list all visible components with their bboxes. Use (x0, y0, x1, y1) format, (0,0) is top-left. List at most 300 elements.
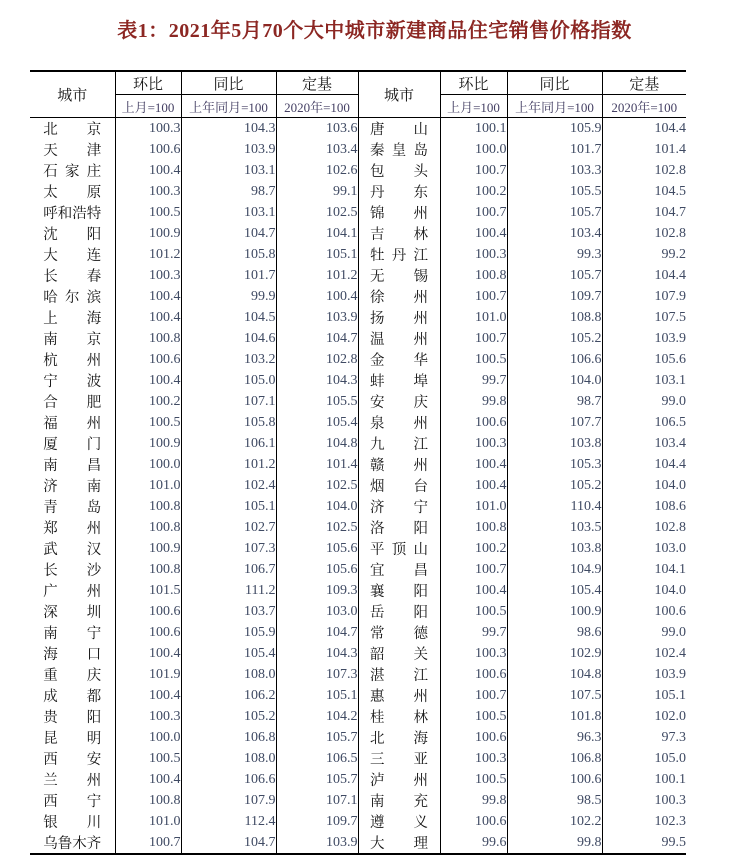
mom-value: 100.2 (440, 538, 507, 559)
yoy-value: 110.4 (507, 496, 602, 517)
yoy-value: 107.9 (181, 790, 276, 811)
yoy-value: 100.6 (507, 769, 602, 790)
mom-value: 100.4 (115, 160, 181, 181)
city-cell: 广 州 (30, 580, 115, 601)
table-row (30, 202, 686, 223)
base-value: 107.1 (276, 790, 358, 811)
table-header (30, 71, 686, 118)
yoy-value: 103.1 (181, 202, 276, 223)
mom-value: 100.2 (115, 391, 181, 412)
table-row (30, 580, 686, 601)
yoy-value: 103.8 (507, 538, 602, 559)
base-value: 104.0 (276, 496, 358, 517)
table-row (30, 328, 686, 349)
mom-value: 100.4 (440, 454, 507, 475)
base-value: 99.0 (661, 624, 686, 640)
city-cell: 襄 阳 (358, 580, 440, 601)
base-value: 105.1 (276, 244, 358, 265)
yoy-value: 108.8 (507, 307, 602, 328)
base-value: 105.1 (654, 687, 686, 703)
yoy-value: 105.2 (181, 706, 276, 727)
mom-value: 101.0 (115, 475, 181, 496)
mom-value: 100.7 (440, 685, 507, 706)
city-cell: 岳 阳 (358, 601, 440, 622)
table-row (30, 181, 686, 202)
mom-value: 100.4 (440, 475, 507, 496)
mom-value: 100.3 (440, 244, 507, 265)
city-cell: 北 京 (30, 118, 115, 140)
base-value: 105.4 (276, 412, 358, 433)
header-yoy-right: 同比 (507, 71, 602, 95)
yoy-value: 107.5 (507, 685, 602, 706)
city-cell: 南 宁 (30, 622, 115, 643)
base-value: 102.5 (276, 475, 358, 496)
yoy-value: 105.3 (507, 454, 602, 475)
mom-value: 100.3 (115, 265, 181, 286)
base-value: 105.6 (276, 559, 358, 580)
base-value: 104.7 (654, 204, 686, 220)
mom-value: 100.8 (115, 559, 181, 580)
city-cell: 泉 州 (358, 412, 440, 433)
mom-value: 100.6 (115, 349, 181, 370)
city-cell: 烟 台 (358, 475, 440, 496)
city-cell: 济 南 (30, 475, 115, 496)
mom-value: 100.0 (115, 727, 181, 748)
yoy-value: 105.2 (507, 328, 602, 349)
city-cell: 成 都 (30, 685, 115, 706)
table-row (30, 622, 686, 643)
base-value: 105.6 (654, 351, 686, 367)
base-value: 103.4 (654, 435, 686, 451)
city-cell: 武 汉 (30, 538, 115, 559)
yoy-value: 98.6 (507, 622, 602, 643)
city-cell: 沈 阳 (30, 223, 115, 244)
yoy-value: 104.5 (181, 307, 276, 328)
city-cell: 宜 昌 (358, 559, 440, 580)
yoy-value: 103.3 (507, 160, 602, 181)
base-value: 100.4 (276, 286, 358, 307)
city-cell: 海 口 (30, 643, 115, 664)
city-cell: 温 州 (358, 328, 440, 349)
header-mom-left: 环比 (115, 71, 181, 95)
yoy-value: 105.7 (507, 265, 602, 286)
yoy-value: 107.7 (507, 412, 602, 433)
table-row (30, 685, 686, 706)
mom-value: 99.8 (440, 790, 507, 811)
subheader-mom-left: 上月=100 (115, 95, 181, 118)
mom-value: 101.0 (440, 307, 507, 328)
table-row (30, 538, 686, 559)
city-cell: 宁 波 (30, 370, 115, 391)
header-mom-right: 环比 (440, 71, 507, 95)
base-value: 101.4 (654, 141, 686, 157)
base-value: 107.9 (654, 288, 686, 304)
yoy-value: 102.9 (507, 643, 602, 664)
yoy-value: 101.7 (507, 139, 602, 160)
yoy-value: 102.2 (507, 811, 602, 832)
mom-value: 100.9 (115, 538, 181, 559)
yoy-value: 108.0 (181, 664, 276, 685)
yoy-value: 111.2 (181, 580, 276, 601)
price-index-table (30, 70, 686, 855)
subheader-base-left: 2020年=100 (276, 95, 358, 118)
yoy-value: 106.6 (181, 769, 276, 790)
table-row (30, 706, 686, 727)
yoy-value: 105.4 (181, 643, 276, 664)
yoy-value: 104.0 (507, 370, 602, 391)
yoy-value: 104.6 (181, 328, 276, 349)
yoy-value: 107.1 (181, 391, 276, 412)
yoy-value: 105.9 (181, 622, 276, 643)
subheader-yoy-right: 上年同月=100 (507, 95, 602, 118)
mom-value: 99.7 (440, 622, 507, 643)
mom-value: 100.7 (440, 160, 507, 181)
city-cell: 郑 州 (30, 517, 115, 538)
table-row (30, 559, 686, 580)
city-cell: 天 津 (30, 139, 115, 160)
yoy-value: 103.2 (181, 349, 276, 370)
yoy-value: 107.3 (181, 538, 276, 559)
base-value: 104.3 (276, 643, 358, 664)
yoy-value: 103.4 (507, 223, 602, 244)
base-value: 106.5 (276, 748, 358, 769)
base-value: 103.6 (276, 118, 358, 140)
base-value: 103.0 (276, 601, 358, 622)
mom-value: 100.4 (115, 769, 181, 790)
city-cell: 西 安 (30, 748, 115, 769)
city-cell: 重 庆 (30, 664, 115, 685)
city-cell: 秦 皇 岛 (358, 139, 440, 160)
city-cell: 银 川 (30, 811, 115, 832)
city-cell: 包 头 (358, 160, 440, 181)
table-row (30, 517, 686, 538)
yoy-value: 99.3 (507, 244, 602, 265)
city-cell: 哈 尔 滨 (30, 286, 115, 307)
city-cell: 安 庆 (358, 391, 440, 412)
base-value: 102.6 (276, 160, 358, 181)
city-cell: 泸 州 (358, 769, 440, 790)
yoy-value: 108.0 (181, 748, 276, 769)
mom-value: 100.4 (115, 307, 181, 328)
yoy-value: 98.7 (181, 181, 276, 202)
city-cell: 惠 州 (358, 685, 440, 706)
yoy-value: 105.5 (507, 181, 602, 202)
base-value: 102.0 (654, 708, 686, 724)
table-row (30, 265, 686, 286)
mom-value: 100.4 (115, 286, 181, 307)
base-value: 103.9 (276, 307, 358, 328)
yoy-value: 101.2 (181, 454, 276, 475)
mom-value: 100.8 (440, 517, 507, 538)
city-cell: 金 华 (358, 349, 440, 370)
base-value: 100.1 (654, 771, 686, 787)
city-cell: 长 春 (30, 265, 115, 286)
yoy-value: 104.8 (507, 664, 602, 685)
table-row (30, 307, 686, 328)
header-base-left: 定基 (276, 71, 358, 95)
yoy-value: 104.7 (181, 223, 276, 244)
subheader-base-right: 2020年=100 (602, 95, 686, 118)
table-row (30, 727, 686, 748)
yoy-value: 99.9 (181, 286, 276, 307)
mom-value: 100.5 (440, 769, 507, 790)
base-value: 104.2 (276, 706, 358, 727)
mom-value: 100.9 (115, 223, 181, 244)
yoy-value: 106.8 (507, 748, 602, 769)
yoy-value: 98.5 (507, 790, 602, 811)
table-row (30, 433, 686, 454)
yoy-value: 106.8 (181, 727, 276, 748)
mom-value: 100.5 (115, 202, 181, 223)
city-cell: 合 肥 (30, 391, 115, 412)
mom-value: 100.8 (115, 790, 181, 811)
table-row (30, 286, 686, 307)
yoy-value: 103.5 (507, 517, 602, 538)
mom-value: 100.7 (440, 286, 507, 307)
yoy-value: 104.3 (181, 118, 276, 140)
city-cell: 青 岛 (30, 496, 115, 517)
city-cell: 南 京 (30, 328, 115, 349)
base-value: 102.8 (654, 162, 686, 178)
mom-value: 100.4 (440, 223, 507, 244)
city-cell: 常 德 (358, 622, 440, 643)
city-cell: 丹 东 (358, 181, 440, 202)
city-cell: 厦 门 (30, 433, 115, 454)
mom-value: 100.4 (440, 580, 507, 601)
mom-value: 100.3 (440, 748, 507, 769)
table-row (30, 664, 686, 685)
table-row (30, 748, 686, 769)
table-row (30, 391, 686, 412)
mom-value: 101.2 (115, 244, 181, 265)
base-value: 108.6 (654, 498, 686, 514)
mom-value: 100.6 (115, 601, 181, 622)
mom-value: 100.6 (440, 412, 507, 433)
yoy-value: 102.4 (181, 475, 276, 496)
city-cell: 桂 林 (358, 706, 440, 727)
city-cell: 石 家 庄 (30, 160, 115, 181)
base-value: 103.0 (654, 540, 686, 556)
yoy-value: 103.7 (181, 601, 276, 622)
base-value: 102.4 (654, 645, 686, 661)
yoy-value: 98.7 (507, 391, 602, 412)
base-value: 105.6 (276, 538, 358, 559)
base-value: 104.4 (654, 120, 686, 136)
table-row (30, 811, 686, 832)
table-row (30, 118, 686, 140)
mom-value: 100.2 (440, 181, 507, 202)
subheader-mom-right: 上月=100 (440, 95, 507, 118)
table-row (30, 832, 686, 854)
base-value: 107.5 (654, 309, 686, 325)
city-cell: 三 亚 (358, 748, 440, 769)
base-value: 99.0 (661, 393, 686, 409)
city-cell: 北 海 (358, 727, 440, 748)
table-row (30, 160, 686, 181)
city-cell: 蚌 埠 (358, 370, 440, 391)
mom-value: 101.0 (115, 811, 181, 832)
base-value: 103.4 (276, 139, 358, 160)
table-row (30, 244, 686, 265)
city-cell: 昆 明 (30, 727, 115, 748)
city-cell: 牡 丹 江 (358, 244, 440, 265)
yoy-value: 101.7 (181, 265, 276, 286)
base-value: 102.5 (276, 202, 358, 223)
mom-value: 100.9 (115, 433, 181, 454)
table-row (30, 601, 686, 622)
mom-value: 100.3 (115, 181, 181, 202)
mom-value: 101.0 (440, 496, 507, 517)
mom-value: 99.7 (440, 370, 507, 391)
base-value: 102.5 (276, 517, 358, 538)
base-value: 104.0 (654, 477, 686, 493)
mom-value: 100.3 (440, 433, 507, 454)
base-value: 103.9 (654, 666, 686, 682)
city-cell: 唐 山 (358, 118, 440, 140)
yoy-value: 106.7 (181, 559, 276, 580)
mom-value: 100.6 (115, 139, 181, 160)
base-value: 102.3 (654, 813, 686, 829)
mom-value: 100.3 (440, 643, 507, 664)
city-cell: 杭 州 (30, 349, 115, 370)
base-value: 101.2 (276, 265, 358, 286)
yoy-value: 105.7 (507, 202, 602, 223)
base-value: 97.3 (661, 729, 686, 745)
table-row (30, 454, 686, 475)
city-cell: 福 州 (30, 412, 115, 433)
city-cell: 平 顶 山 (358, 538, 440, 559)
mom-value: 100.7 (440, 328, 507, 349)
base-value: 102.8 (654, 519, 686, 535)
base-value: 103.1 (654, 372, 686, 388)
city-cell: 贵 阳 (30, 706, 115, 727)
mom-value: 100.8 (115, 517, 181, 538)
mom-value: 99.6 (440, 832, 507, 854)
base-value: 104.0 (654, 582, 686, 598)
mom-value: 101.5 (115, 580, 181, 601)
header-yoy-left: 同比 (181, 71, 276, 95)
mom-value: 100.1 (440, 118, 507, 140)
yoy-value: 105.0 (181, 370, 276, 391)
yoy-value: 101.8 (507, 706, 602, 727)
yoy-value: 103.9 (181, 139, 276, 160)
city-cell: 无 锡 (358, 265, 440, 286)
yoy-value: 104.7 (181, 832, 276, 854)
mom-value: 100.6 (115, 622, 181, 643)
city-cell: 长 沙 (30, 559, 115, 580)
base-value: 107.3 (276, 664, 358, 685)
city-cell: 呼 和 浩 特 (30, 202, 115, 223)
base-value: 103.9 (276, 832, 358, 854)
mom-value: 100.5 (115, 412, 181, 433)
yoy-value: 105.1 (181, 496, 276, 517)
table-row (30, 370, 686, 391)
mom-value: 99.8 (440, 391, 507, 412)
mom-value: 100.4 (115, 643, 181, 664)
base-value: 106.5 (654, 414, 686, 430)
yoy-value: 96.3 (507, 727, 602, 748)
header-city-right: 城市 (358, 71, 440, 118)
mom-value: 100.5 (115, 748, 181, 769)
yoy-value: 99.8 (507, 832, 602, 854)
base-value: 104.1 (276, 223, 358, 244)
base-value: 100.6 (654, 603, 686, 619)
yoy-value: 103.1 (181, 160, 276, 181)
table-row (30, 769, 686, 790)
table-row (30, 349, 686, 370)
mom-value: 100.5 (440, 349, 507, 370)
subheader-yoy-left: 上年同月=100 (181, 95, 276, 118)
mom-value: 100.6 (440, 811, 507, 832)
mom-value: 100.7 (440, 202, 507, 223)
base-value: 100.3 (654, 792, 686, 808)
city-cell: 南 充 (358, 790, 440, 811)
base-value: 102.8 (654, 225, 686, 241)
city-cell: 遵 义 (358, 811, 440, 832)
yoy-value: 102.7 (181, 517, 276, 538)
base-value: 102.8 (276, 349, 358, 370)
yoy-value: 109.7 (507, 286, 602, 307)
city-cell: 九 江 (358, 433, 440, 454)
mom-value: 100.8 (115, 328, 181, 349)
yoy-value: 103.8 (507, 433, 602, 454)
yoy-value: 105.4 (507, 580, 602, 601)
city-cell: 湛 江 (358, 664, 440, 685)
base-value: 105.7 (276, 727, 358, 748)
yoy-value: 105.8 (181, 244, 276, 265)
base-value: 104.5 (654, 183, 686, 199)
base-value: 104.8 (276, 433, 358, 454)
table-row (30, 223, 686, 244)
table-row (30, 139, 686, 160)
city-cell: 大 连 (30, 244, 115, 265)
mom-value: 100.8 (115, 496, 181, 517)
table-row (30, 412, 686, 433)
table-row (30, 475, 686, 496)
base-value: 99.5 (661, 834, 686, 850)
base-value: 104.7 (276, 328, 358, 349)
yoy-value: 112.4 (181, 811, 276, 832)
base-value: 99.2 (661, 246, 686, 262)
city-cell: 济 宁 (358, 496, 440, 517)
mom-value: 100.4 (115, 685, 181, 706)
header-base-right: 定基 (602, 71, 686, 95)
city-cell: 大 理 (358, 832, 440, 854)
base-value: 104.4 (654, 267, 686, 283)
base-value: 103.9 (654, 330, 686, 346)
mom-value: 101.9 (115, 664, 181, 685)
yoy-value: 106.6 (507, 349, 602, 370)
city-cell: 太 原 (30, 181, 115, 202)
mom-value: 100.7 (115, 832, 181, 854)
mom-value: 100.6 (440, 727, 507, 748)
city-cell: 徐 州 (358, 286, 440, 307)
mom-value: 100.5 (440, 706, 507, 727)
base-value: 109.7 (276, 811, 358, 832)
header-city-left: 城市 (30, 71, 115, 118)
base-value: 109.3 (276, 580, 358, 601)
city-cell: 韶 关 (358, 643, 440, 664)
base-value: 104.7 (276, 622, 358, 643)
mom-value: 100.6 (440, 664, 507, 685)
base-value: 105.5 (276, 391, 358, 412)
page-title: 表1：2021年5月70个大中城市新建商品住宅销售价格指数 (117, 20, 632, 42)
base-value: 99.1 (276, 181, 358, 202)
yoy-value: 104.9 (507, 559, 602, 580)
yoy-value: 105.2 (507, 475, 602, 496)
table-body (30, 118, 686, 855)
mom-value: 100.3 (115, 118, 181, 140)
